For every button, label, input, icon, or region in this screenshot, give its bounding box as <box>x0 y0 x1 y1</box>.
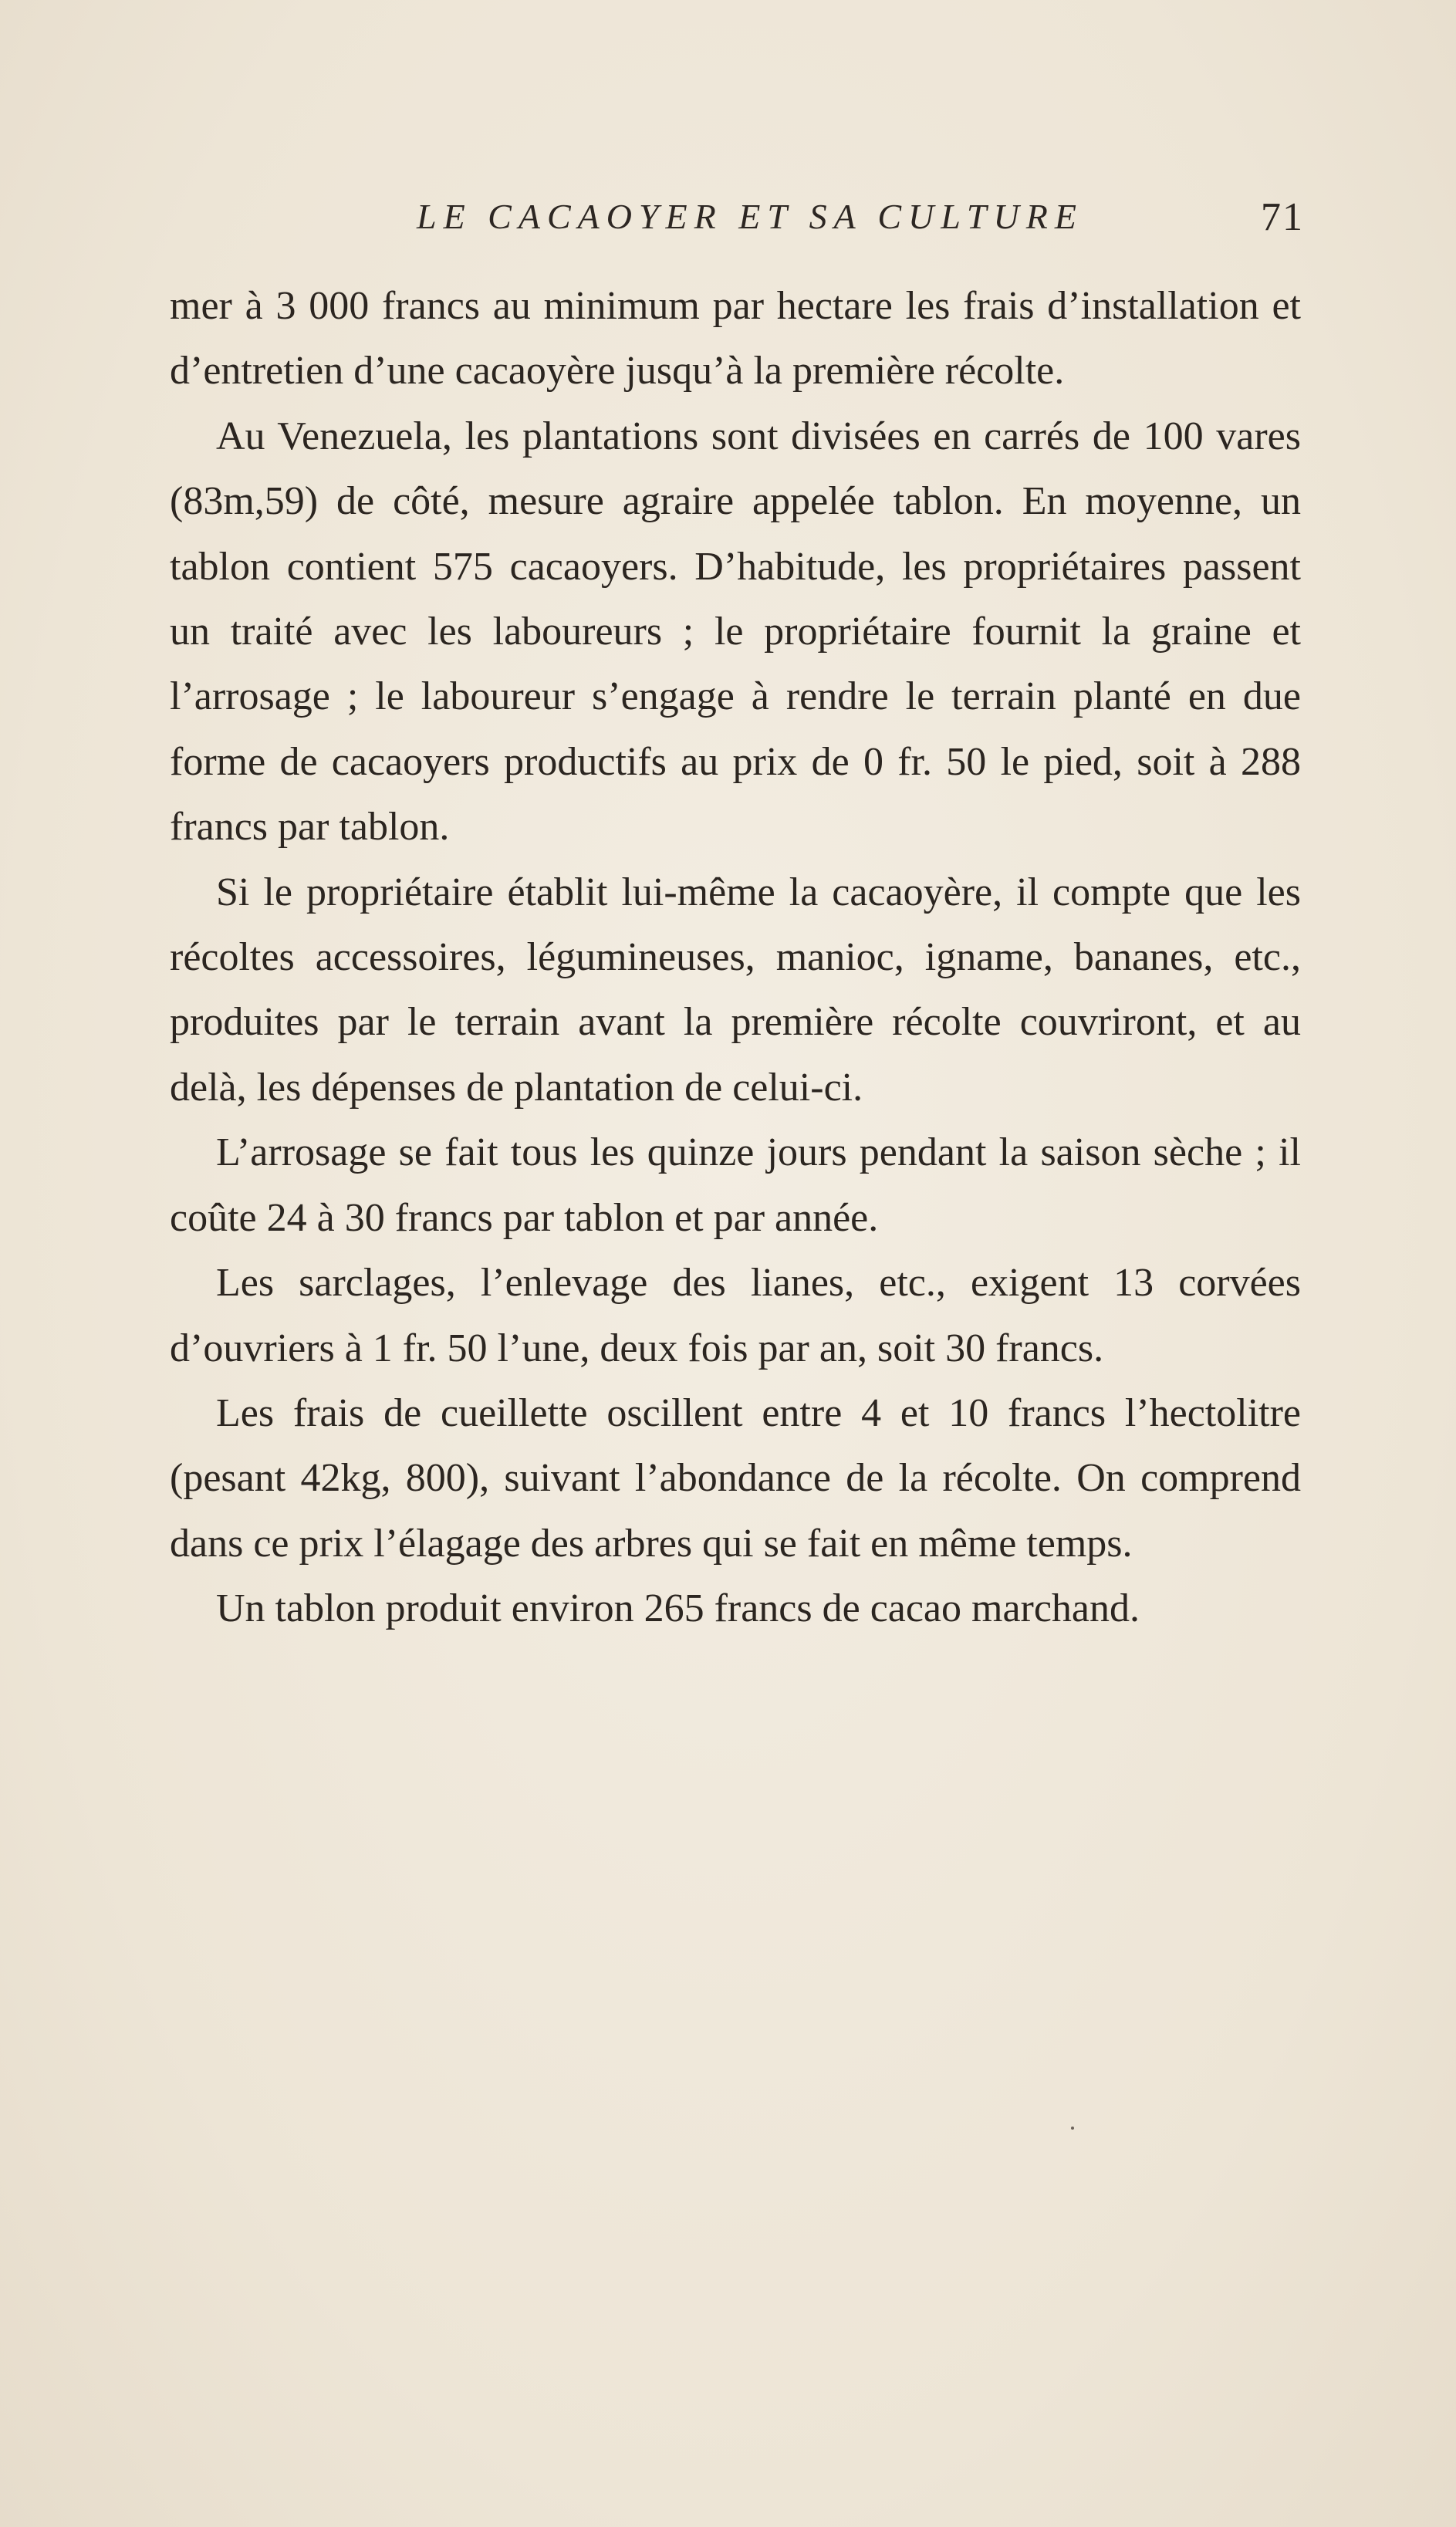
paragraph-owner-establishes: Si le propriétaire établit lui-même la cacaoyère, il compte que les récoltes accessoires, légumineuses, manioc, igname, bananes, etc., produites par le terrain avant la première récolte couvriront, et au delà, les dépenses de plantation de celui-ci. <box>170 870 1301 1110</box>
running-title: LE CACAOYER ET SA CULTURE <box>417 197 1083 236</box>
paragraph-tablon-yield: Un tablon produit environ 265 francs de cacao marchand. <box>216 1586 1140 1631</box>
paper-speck <box>1071 2127 1074 2130</box>
paragraph-weeding: Les sarclages, l’enlevage des lianes, etc., exigent 13 corvées d’ouvriers à 1 fr. 50 l’une, deux fois par an, soit 30 francs. <box>170 1261 1301 1370</box>
paragraph-harvest-costs: Les frais de cueillette oscillent entre 4 et 10 francs l’hectolitre (pesant 42kg, 800), suivant l’abondance de la récolte. On comprend dans ce prix l’élagage des arbres qui se fait en même temps. <box>170 1390 1301 1566</box>
paragraph-watering: L’arrosage se fait tous les quinze jours pendant la saison sèche ; il coûte 24 à 30 francs par tablon et par année. <box>170 1130 1301 1240</box>
body-text <box>170 274 1301 1642</box>
page-header <box>170 191 1304 245</box>
paragraph-continuation: mer à 3 000 francs au minimum par hectare les frais d’installation et d’entretien d’une cacaoyère jusqu’à la première récolte. <box>170 284 1301 394</box>
paragraph-venezuela-plantations: Au Venezuela, les plantations sont divisées en carrés de 100 vares (83m,59) de côté, mesure agraire appelée tablon. En moyenne, un tablon contient 575 cacaoyers. D’habitude, les propriétaires passent un traité avec les laboureurs ; le propriétaire fournit la graine et l’arrosage ; le laboureur s’engage à rendre le terrain planté en due forme de cacaoyers productifs au prix de 0 fr. 50 le pied, soit à 288 francs par tablon. <box>170 414 1301 850</box>
page-number: 71 <box>1261 195 1304 239</box>
